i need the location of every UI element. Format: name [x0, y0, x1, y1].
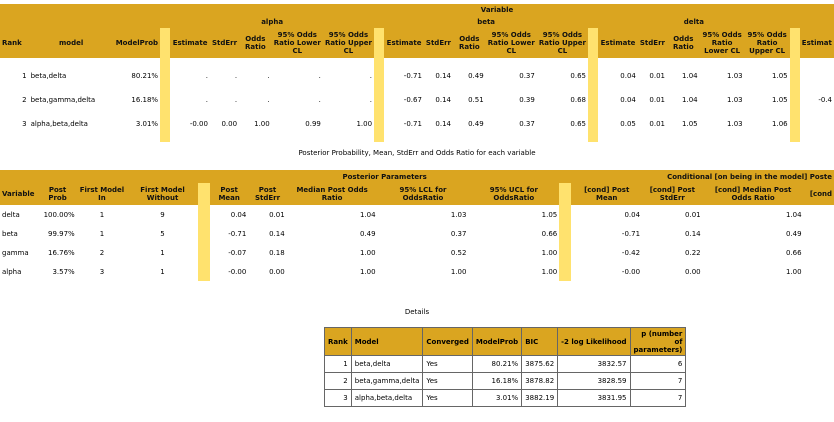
table-row: 1 beta,delta Yes 80.21% 3875.62 3832.57 6: [325, 356, 686, 373]
posterior-parameters-header: Posterior Parameters: [342, 172, 427, 181]
col-header-extra: Estimat: [801, 39, 832, 47]
col-header: 95% UCL for OddsRatio: [489, 186, 538, 202]
col-header: 95% Odds Ratio Upper CL: [747, 31, 787, 55]
col-header: Rank: [325, 328, 352, 356]
col-header: Model: [351, 328, 423, 356]
col-header: Estimate: [600, 39, 636, 47]
col-header: 95% Odds Ratio Lower CL: [487, 31, 535, 55]
group-alpha: alpha: [261, 18, 284, 26]
caption-posterior: Posterior Probability, Mean, StdErr and Odds Ratio for each variable: [298, 149, 536, 157]
model-header: model: [59, 39, 84, 47]
model-ranking-table: [0, 4, 834, 142]
col-header: Converged: [423, 328, 472, 356]
col-header: [cond] Post Mean: [584, 186, 630, 202]
variable-header: Variable: [480, 6, 514, 14]
table-row: gamma 16.76% 2 1 -0.07 0.18 1.00 0.52 1.00 -0.42 0.22 0.66: [0, 243, 834, 262]
col-header: 95% Odds Ratio Lower CL: [273, 31, 321, 55]
col-header: StdErr: [425, 39, 452, 47]
table-row: 3 alpha,beta,delta Yes 3.01% 3882.19 3831.95 7: [325, 390, 686, 407]
col-header: [cond: [809, 190, 832, 198]
col-header: Odds Ratio: [459, 35, 480, 51]
table-row: delta 100.00% 1 9 0.04 0.01 1.04 1.03 1.05 0.04 0.01 1.04: [0, 205, 834, 224]
table-row: 2 beta,gamma,delta 16.18% . . . . . -0.67 0.14 0.51 0.39 0.68 0.04 0.01 1.04 1.03 1.05 -0.4: [22, 96, 832, 104]
col-header: BIC: [522, 328, 558, 356]
table-row: 3 alpha,beta,delta 3.01% -0.00 0.00 1.00 0.99 1.00 -0.71 0.14 0.49 0.37 0.65 0.05 0.01 1.05 1.03 1.06: [0, 118, 834, 130]
col-header: Variable: [2, 190, 35, 198]
col-header: [cond] Post StdErr: [649, 186, 695, 202]
col-header: First Model In: [79, 186, 125, 202]
conditional-header: Conditional [on being in the model] Poste: [667, 172, 832, 181]
table-row: alpha 3.57% 3 1 -0.00 0.00 1.00 1.00 1.00 -0.00 0.00 1.00: [0, 262, 834, 281]
col-header: 95% Odds Ratio Upper CL: [324, 31, 372, 55]
col-header: First Model Without: [140, 186, 185, 202]
col-header: 95% LCL for OddsRatio: [399, 186, 447, 202]
col-header: Estimate: [386, 39, 422, 47]
col-header: ModelProb: [472, 328, 521, 356]
col-header: 95% Odds Ratio Upper CL: [538, 31, 586, 55]
col-header: [cond] Median Post Odds Ratio: [714, 186, 792, 202]
col-header: Odds Ratio: [672, 35, 694, 51]
details-table: [324, 327, 686, 407]
table-row: beta 99.97% 1 5 -0.71 0.14 0.49 0.37 0.66 -0.71 0.14 0.49: [0, 224, 834, 243]
col-header: StdErr: [211, 39, 238, 47]
table-row: 1 beta,delta 80.21% . . . . . -0.71 0.14 0.49 0.37 0.65 0.04 0.01 1.04 1.03 1.05: [0, 70, 834, 82]
group-delta: delta: [683, 18, 704, 26]
rank-header: Rank: [2, 39, 22, 47]
col-header: p (number of parameters): [630, 328, 686, 356]
col-header: Post Mean: [218, 186, 240, 202]
col-header: Estimate: [172, 39, 208, 47]
col-header: Median Post Odds Ratio: [296, 186, 368, 202]
col-header: Post StdErr: [254, 186, 281, 202]
col-header: -2 log Likelihood: [558, 328, 630, 356]
col-header: StdErr: [639, 39, 665, 47]
col-header: Post Prob: [48, 186, 67, 202]
caption-details: Details: [404, 308, 430, 316]
posterior-parameters-table: [0, 170, 834, 281]
group-beta: beta: [477, 18, 496, 26]
col-header: Odds Ratio: [245, 35, 266, 51]
table-row: 2 beta,gamma,delta Yes 16.18% 3878.82 3828.59 7: [325, 373, 686, 390]
col-header: 95% Odds Ratio Lower CL: [702, 31, 742, 55]
modelprob-header: ModelProb: [115, 39, 159, 47]
